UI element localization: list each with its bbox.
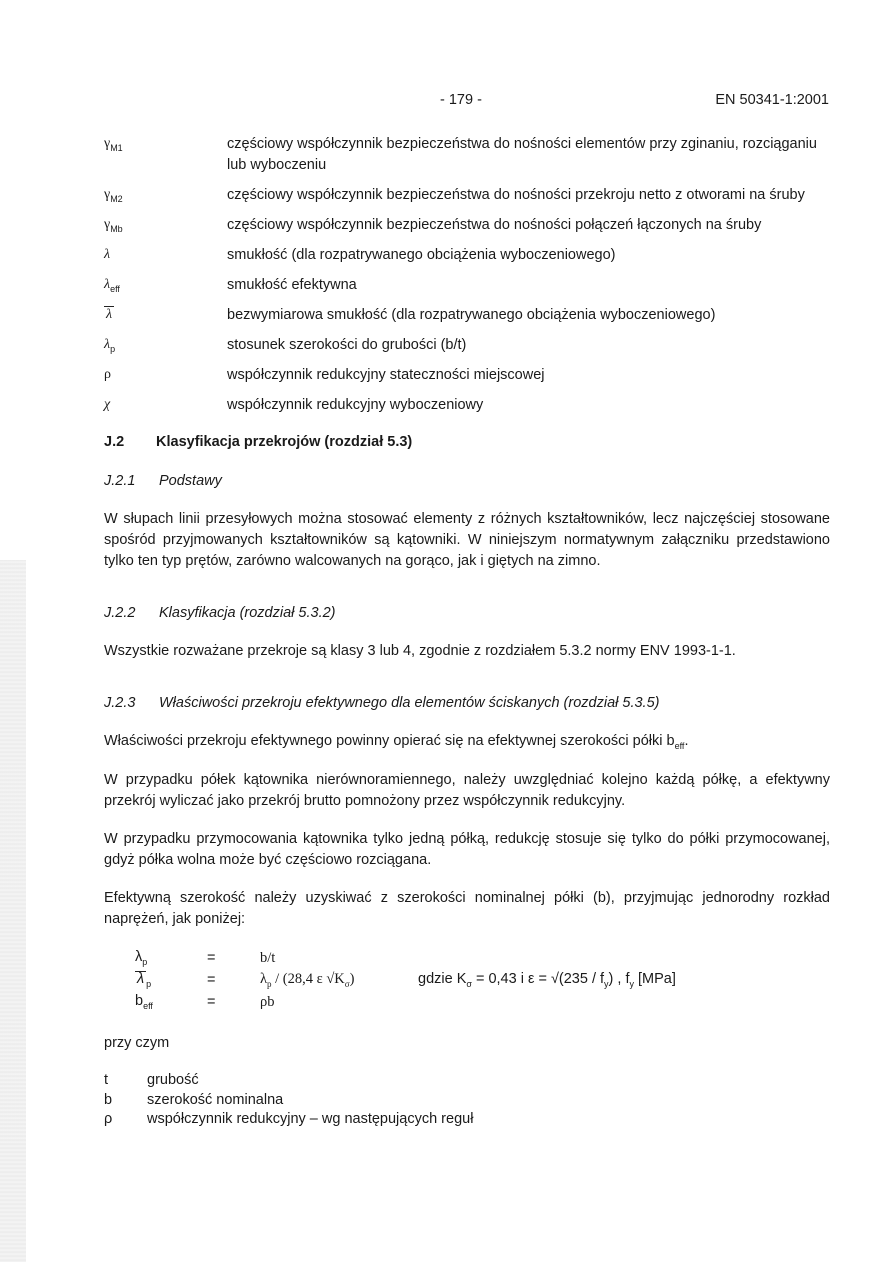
symbol-description: częściowy współczynnik bezpieczeństwa do nośności przekroju netto z otworami na śruby [227,187,805,204]
page-header [0,90,893,110]
page-number: - 179 - [440,92,482,108]
symbol-description: częściowy współczynnik bezpieczeństwa do nośności elementów przy zginaniu, rozciąganiu lub wyboczeniu [227,136,817,174]
scan-edge-artifact [0,560,26,1262]
symbol-list [104,134,834,425]
symbol: ρ [104,367,111,383]
symbol: $\lambda_{eff}$ [104,277,120,294]
definitions-list [104,1071,830,1130]
paragraph: W przypadku przymocowania kątownika tylko jedną półką, redukcję stosuje się tylko do półki przymocowanej, gdyż półka wolna może być częściowo rozciągana. [104,831,830,869]
symbol-description: bezwymiarowa smukłość (dla rozpatrywanego obciążenia wyboczeniowego) [227,307,716,324]
formula-row: $b_{eff}$ = ρb [135,993,275,1012]
symbol: λ [106,307,113,323]
definition-row: ρ współczynnik redukcyjny – wg następujących reguł [104,1111,474,1128]
subsection-title: Klasyfikacja (rozdział 5.3.2) [159,605,336,622]
definition-row: b szerokość nominalna [104,1091,284,1108]
symbol-row [104,365,834,386]
symbol-row [104,134,834,176]
definition-row: t grubość [104,1072,199,1089]
symbol-row [104,245,834,266]
subsection-heading [104,471,830,492]
symbol-description: częściowy współczynnik bezpieczeństwa do nośności połączeń łączonych na śruby [227,217,762,234]
symbol: χ [104,397,111,413]
symbol-row [104,335,834,356]
paragraph: przy czym [104,1035,170,1052]
section-title: Klasyfikacja przekrojów (rozdział 5.3) [156,434,413,450]
subsection-number: J.2.3 [104,695,136,712]
symbol-description: smukłość efektywna [227,277,357,294]
paragraph: Wszystkie rozważane przekroje są klasy 3 lub 4, zgodnie z rozdziałem 5.3.2 normy ENV 1993-1-1. [104,643,736,660]
formula-block [135,947,830,1013]
subsection-heading [104,693,830,714]
formula-row: $\lambda_p$ = b/t [135,949,276,968]
subsection-number: J.2.2 [104,605,136,622]
symbol-description: współczynnik redukcyjny stateczności miejscowej [227,367,545,384]
paragraph: W słupach linii przesyłowych można stosować elementy z różnych kształtowników, lecz najczęściej stosowane spośród przyjmowanych kształtowników są kątowniki. W niniejszym normatywnym załączniku przedstawiono tylko ten typ prętów, zarówno walcowanych na gorąco, jak i giętych na zimno. [104,511,830,570]
symbol-description: smukłość (dla rozpatrywanego obciążenia wyboczeniowego) [227,247,616,264]
symbol: $\gamma_{Mb}$ [104,217,123,234]
symbol: $\gamma_{M2}$ [104,187,123,204]
paragraph: Efektywną szerokość należy uzyskiwać z szerokości nominalnej półki (b), przyjmując jednorodny rozkład naprężeń, jak poniżej: [104,890,830,928]
symbol-description: stosunek szerokości do grubości (b/t) [227,337,467,354]
subsection-number: J.2.1 [104,473,136,490]
symbol: $\lambda_p$ [104,337,116,354]
symbol-description: współczynnik redukcyjny wyboczeniowy [227,397,484,414]
symbol-row [104,305,834,326]
subsection-title: Właściwości przekroju efektywnego dla elementów ściskanych (rozdział 5.3.5) [159,695,660,712]
subsection-title: Podstawy [159,473,222,490]
symbol-row [104,275,834,296]
formula-row: λ $_p$ = $\lambda_p / (28,4$ ε $√K_\sigma$) gdzie $K_\sigma = 0,43$ i $\varepsilon = √(235 / f_y)$ , $f_y$ [MPa] [137,971,676,990]
subsection-heading [104,603,830,624]
main-content [104,432,830,1130]
symbol-row [104,185,834,206]
symbol: λ [104,247,111,263]
section-number: J.2 [104,434,125,450]
paragraph: Właściwości przekroju efektywnego powinny opierać się na efektywnej szerokości półki $b_{eff}$. [104,733,689,752]
symbol-row [104,215,834,236]
section-heading [104,432,830,453]
symbol: $\gamma_{M1}$ [104,136,123,153]
symbol-row [104,395,834,416]
paragraph: W przypadku półek kątownika nierównoramiennego, należy uwzględniać kolejno każdą półkę, a efektywny przekrój wyliczać jako przekrój brutto pomnożony przez współczynnik redukcyjny. [104,772,830,810]
document-id: EN 50341-1:2001 [715,92,829,108]
